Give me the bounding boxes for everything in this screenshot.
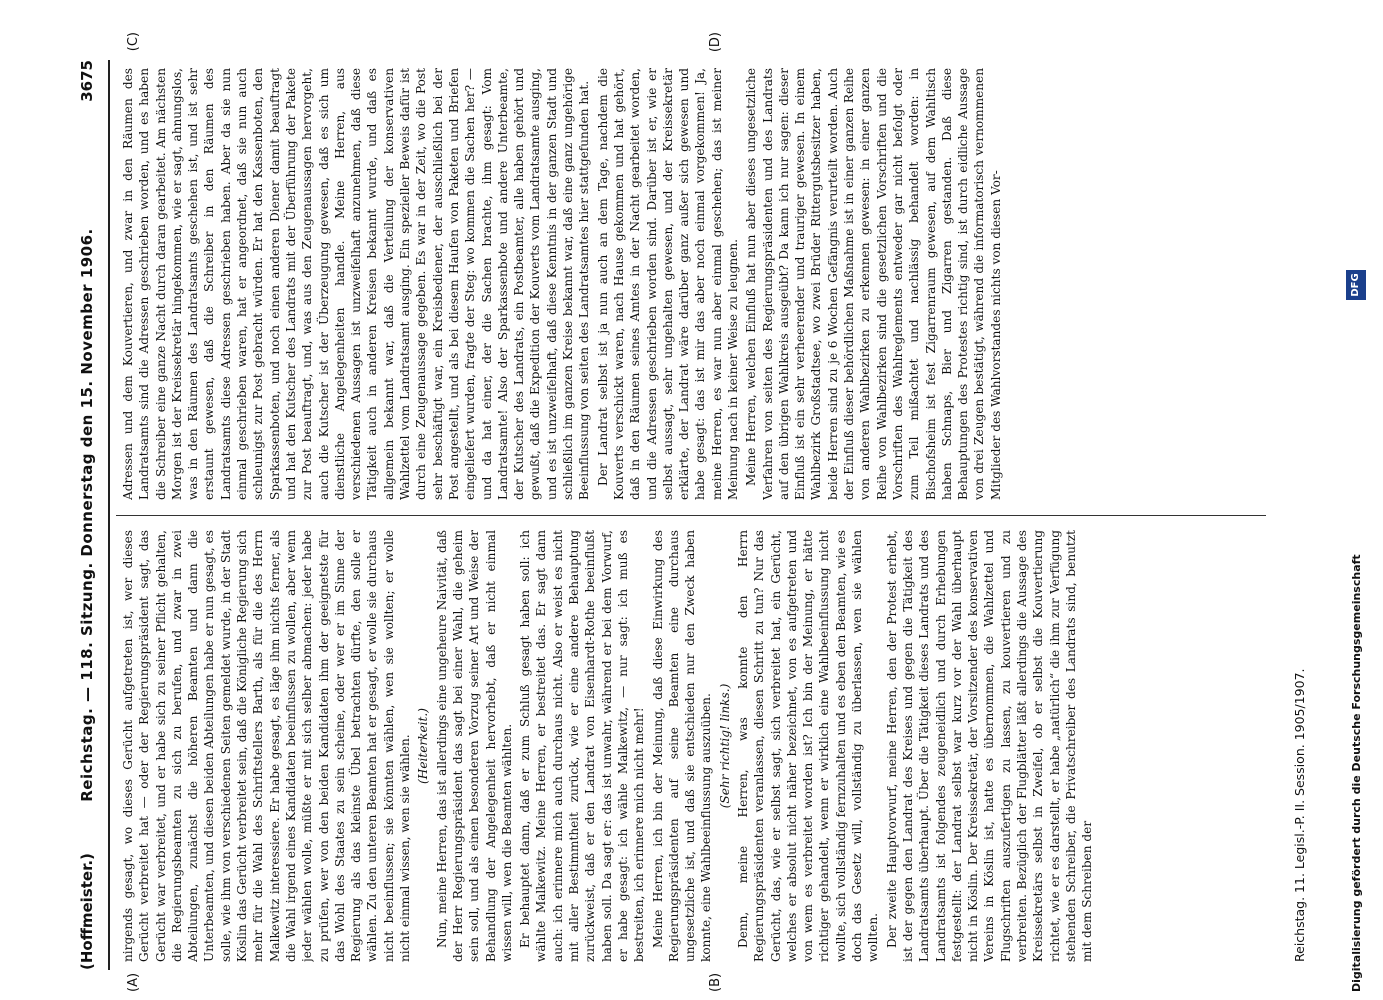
right-column <box>120 68 1280 500</box>
dfg-logo-icon: DFG <box>1346 270 1366 300</box>
paragraph: Er behauptet dann, daß er zum Schluß gesagt haben soll: ich wählte Malkewitz. Meine Herren, er bestreitet das. Er sagt dann auch: ich erinnere mich auch durchaus nicht. Also er weist es nicht mit aller Bestimmtheit zurück, wie er eine andere Behauptung zurückweist, daß er den Landrat von Eisenhardt-Rothe beeinflußt haben soll. Da sagt er: das ist unwahr, während er bei dem Vorwurf, er habe gesagt: ich wähle Malkewitz, — nur sagt: ich muß es bestreiten, ich erinnere mich nicht mehr! <box>518 530 647 962</box>
margin-mark-d: (D) <box>708 32 723 53</box>
paragraph: Adressen und dem Kouvertieren, und zwar in den Räumen des Landratsamts sind die Adressen geschrieben worden, und es haben die Schreiber eine ganze Nacht durch daran gearbeitet. Am nächsten Morgen ist der Kreissekretär hingekommen, wie er sagt, ahnungslos, was in den Räumen des Landratsamts geschehen ist, und ist sehr erstaunt gewesen, daß die Schreiber in den Räumen des Landratsamts diese Adressen geschrieben haben. Aber da sie nun einmal geschrieben waren, hat er angeordnet, daß sie nun auch schleunigst zur Post gebracht würden. Er hat den Kassenboten, den Sparkassenboten, und noch einen anderen Diener damit beauftragt und hat den Kutscher des Landrats mit der Überführung der Pakete zur Post beauftragt, und, was aus den Zeugenaussagen hervorgeht, auch die Kutscher ist der Überzeugung gewesen, daß es sich um dienstliche Angelegenheiten handle. Meine Herren, aus verschiedenen Aussagen ist unzweifelhaft anzunehmen, daß diese Tätigkeit auch in anderen Kreisen bekannt wurde, und daß es allgemein bekannt war, daß die Verteilung der konservativen Wahlzettel vom Landratsamt ausging. Ein spezieller Beweis dafür ist durch eine Zeugenaussage gegeben. Es war in der Zeit, wo die Post sehr beschäftigt war, ein Kreisbediener, der ausschließlich bei der Post angestellt, und als bei diesem Haufen von Paketen und Briefen eingeliefert wurden, fragte der Steg: wo kommen die Sachen her? — und da hat einer, der die Sachen brachte, ihm gesagt: Vom Landratsamte! Also der Sparkassenbote und andere Unterbeamte, der Kutscher des Landrats, ein Postbeamter, alle haben gehört und gewußt, daß die Expedition der Kouverts vom Landratsamte ausging, und es ist unzweifelhaft, daß diese Kenntnis in der ganzen Stadt und schließlich im ganzen Kreise bekannt war, daß eine ganz ungehörige Beeinflussung von seiten des Landratsamtes hier stattgefunden hat. <box>121 68 592 500</box>
paragraph: Nun, meine Herren, das ist allerdings eine ungeheure Naivität, daß der Herr Regierungspräsident das sagt bei einer Wahl, die geheim sein soll, und als einen besonderen Vorzug seiner Art und Weise der Behandlung der Angelegenheit hervorhebt, daß er nicht einmal wissen will, wen die Beamten wählten. <box>434 530 514 962</box>
header-title: Reichstag. — 118. Sitzung. Donnerstag den 15. November 1906. <box>78 228 96 802</box>
page-footer <box>1288 60 1312 970</box>
paragraph: Denn, meine Herren, was konnte den Herrn Regierungspräsidenten veranlassen, diesen Schritt zu tun? Nur das Gerücht, das, wie er selbst sagt, sich verbreitet hat, ein Gerücht, welches er absolut nicht näher bezeichnet, von es aufgetreten und von wem es verbreitet worden ist? Ich bin der Meinung, er hätte richtiger gehandelt, wenn er wirklich eine Wahlbeeinflussung nicht wollte, sich vollständig fernzuhalten und es eben den Beamten, wie es doch das Gesetz will, vollständig zu überlassen, wen sie wählen wollten. <box>735 530 881 962</box>
footer-session: Reichstag. 11. Legisl.-P. II. Session. 1905/1907. <box>1292 668 1307 962</box>
paragraph: Der zweite Hauptvorwurf, meine Herren, den der Protest erhebt, ist der gegen den Landrat des Kreises und gegen die Tätigkeit des Landratsamts überhaupt. Über die Tätigkeit dieses Landrats und des Landratsamts ist folgendes zeugeneidlich und durch Erhebungen festgestellt: der Landrat selbst war kurz vor der Wahl überhaupt nicht in Köslin. Der Kreissekretär, der Vorsitzender des konservativen Vereins in Köslin ist, hatte es übernommen, die Wahlzettel und Flugschriften auszufertigen zu lassen, zu kouvertieren und zu verbreiten. Bezüglich der Flugblätter läßt allerdings die Aussage des Kreissekretärs selbst in Zweifel, ob er selbst die Kouvertierung richtet, wie er es darstellt, er habe „natürlich“ die ihm zur Verfügung stehenden Schreiber, die Privatschreiber des Landrats sind, benutzt mit dem Schreiben der <box>884 530 1095 962</box>
header-speaker: (Hoffmeister.) <box>78 853 96 970</box>
paragraph: nirgends gesagt, wo dieses Gerücht aufgetreten ist, wer dieses Gerücht verbreitet hat — oder der Regierungspräsident sagt, das Gerücht war verbreitet, und er habe sich zu seiner Pflicht gehalten, die Regierungsbeamten zu sich zu berufen, und zwar in zwei Abteilungen, zunächst die höheren Beamten und dann die Unterbeamten, und diesen beiden Abteilungen habe er nun gesagt, es solle, wie ihm von verschiedenen Seiten gemeldet wurde, in der Stadt Köslin das Gerücht verbreitet sein, daß die Königliche Regierung sich mehr für die Wahl des Schriftstellers Barth, als für die des Herrn Malkewitz interessiere. Er habe gesagt, es läge ihm nichts ferner, als die Wahl irgend eines Kandidaten beeinflussen zu wollen, aber wenn jeder wählen wolle, müßte er mit sich selber abmachen: jeder habe zu prüfen, wer von den beiden Kandidaten ihm der geeignetste für das Wohl des Staates zu sein scheine, oder wer er im Sinne der Regierung als das kleinste Übel betrachten dürfte, den solle er wählen. Zu den unteren Beamten hat er gesagt, er wolle sie durchaus nicht beeinflussen; sie könnten wählen, wen sie wollten; er wolle nicht einmal wissen, wen sie wählen. <box>121 530 413 962</box>
margin-mark-a: (A) <box>126 972 141 992</box>
interjection: (Heiterkeit.) <box>416 708 431 784</box>
interjection: (Sehr richtig! links.) <box>717 683 732 809</box>
margin-mark-b: (B) <box>708 972 723 992</box>
digitization-note: Digitalisierung gefördert durch die Deutsche Forschungsgemeinschaft <box>1350 554 1363 992</box>
document-page <box>68 32 1338 992</box>
paragraph: Der Landrat selbst ist ja nun auch an dem Tage, nachdem die Kouverts verschickt waren, nach Hause gekommen und hat gehört, daß in den Räumen seines Amtes in der Nacht gearbeitet worden, und die Adressen geschrieben worden sind. Darüber ist er, wie er selbst aussagt, sehr ungehalten gewesen, und der Kreissekretär erklärte, der Landrat wäre darüber ganz außer sich gewesen und habe gesagt: das ist mir das aber noch einmal vorgekommen! Ja, meine Herren, es war nun aber einmal geschehen; das ist meiner Meinung nach in keiner Weise zu leugnen. <box>595 68 740 500</box>
digitization-strip <box>1330 0 1380 1000</box>
paragraph: Meine Herren, ich bin der Meinung, daß diese Einwirkung des Regierungspräsidenten auf seine Beamten eine durchaus ungesetzliche ist, und daß sie entschieden nur den Zweck haben konnte, eine Wahlbeeinflussung auszuüben. <box>650 530 714 962</box>
page-header <box>68 60 110 970</box>
left-column <box>120 530 1280 962</box>
header-page-number: 3675 <box>78 60 96 102</box>
margin-mark-c: (C) <box>126 32 141 52</box>
column-divider <box>116 515 1266 516</box>
paragraph: Meine Herren, welchen Einfluß hat nun aber dieses ungesetzliche Verfahren von seiten des Regierungspräsidenten und des Landrats auf den übrigen Wahlkreis ausgeübt? Da kann ich nur sagen: dieser Einfluß ist ein sehr verheerender und trauriger gewesen. In einem Wahlbezirk Großstadtsee, wo zwei Brüder Rittergutsbesitzer haben, beide Herren sind zu je 6 Wochen Gefängnis verurteilt worden. Auch der Einfluß dieser behördlichen Maßnahme ist in einer ganzen Reihe von anderen Wahlbezirken zu erkennen gewesen: in einer ganzen Reihe von Wahlbezirken sind die gesetzlichen Vorschriften und die Vorschriften des Wahlreglements entweder gar nicht befolgt oder zum Teil mißachtet und nachlässig behandelt worden: in Bischofsheim ist fest Zigarrenraum gewesen, auf dem Wahltisch haben Schnaps, Bier und Zigarren gestanden. Daß diese Behauptungen des Protestes richtig sind, ist durch eidliche Aussage von drei Zeugen bestätigt, während die informatorisch vernommenen Mitglieder des Wahlvorstandes nichts von diesen Vor- <box>744 68 1003 500</box>
